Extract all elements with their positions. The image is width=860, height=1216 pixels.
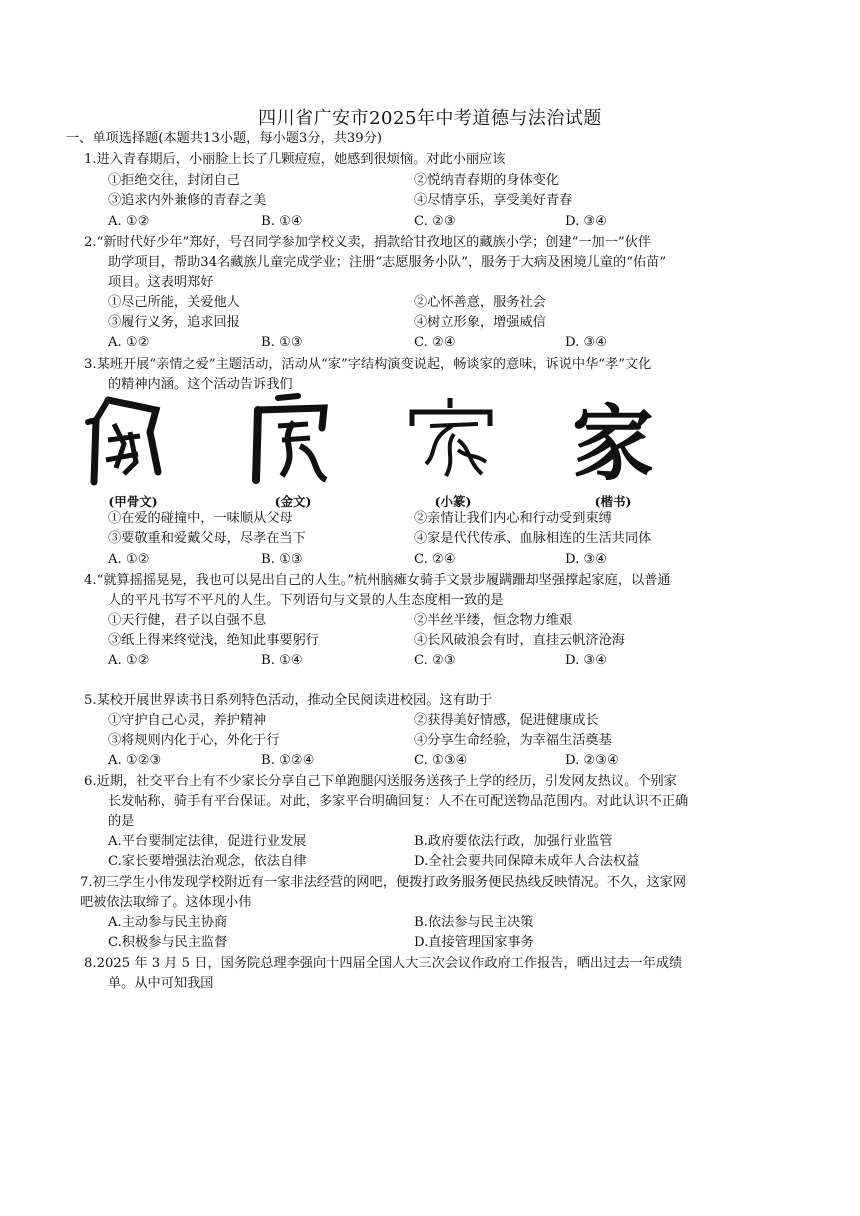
caption-bronze: (金文)	[274, 494, 312, 509]
page-title: 四川省广安市2025年中考道德与法治试题	[258, 108, 602, 129]
q5-option-c: C. ①③④	[414, 753, 468, 768]
q2-line-1: 2.“新时代好少年”郑好，号召同学参加学校义卖，捐款给甘孜地区的藏族小学；创建“一加一”伙伴	[84, 235, 652, 250]
q4-line-1: 4.“就算摇摇晃晃，我也可以晃出自己的人生。”杭州脑瘫女骑手文景步履蹒跚却坚强撑起家庭，以普通	[84, 573, 671, 588]
q3-line-1: 3.某班开展“亲情之爱”主题活动，活动从“家”字结构演变说起，畅谈家的意味，诉说中华“孝”文化	[84, 357, 652, 372]
q3-option-a: A. ①②	[108, 552, 150, 567]
q4-option-b: B. ①④	[261, 653, 303, 668]
q1-option-d: D. ③④	[565, 214, 608, 229]
q3-statement-3: ③要敬重和爱戴父母，尽孝在当下	[108, 531, 306, 546]
q4-line-2: 人的平凡书写不平凡的人生。下列语句与文景的人生态度相一致的是	[108, 593, 504, 608]
q2-option-d: D. ③④	[565, 335, 608, 350]
q7-option-b: B.依法参与民主决策	[414, 915, 534, 930]
q2-option-b: B. ①③	[261, 335, 303, 350]
caption-oracle-bone: (甲骨文)	[108, 494, 158, 509]
q1-option-b: B. ①④	[261, 214, 303, 229]
q5-option-a: A. ①②③	[108, 753, 162, 768]
q5-stem: 5.某校开展世界读书日系列特色活动，推动全民阅读进校园。这有助于	[84, 693, 493, 708]
q5-option-d: D. ②③④	[565, 753, 619, 768]
q1-option-c: C. ②③	[414, 214, 456, 229]
small-seal-jia-glyph	[398, 392, 508, 510]
q5-option-b: B. ①②④	[261, 753, 315, 768]
q6-option-b: B.政府要依法行政，加强行业监管	[414, 834, 613, 849]
q3-statement-2: ②亲情让我们内心和行动受到束缚	[414, 511, 612, 526]
regular-script-jia-glyph	[558, 392, 668, 510]
q1-statement-4: ④尽情享乐，享受美好青春	[414, 193, 573, 208]
q5-statement-1: ①守护自己心灵，养护精神	[108, 713, 267, 728]
q2-statement-3: ③履行义务，追求回报	[108, 315, 240, 330]
q3-option-d: D. ③④	[565, 552, 608, 567]
q2-statement-4: ④树立形象，增强威信	[414, 315, 546, 330]
q4-option-c: C. ②③	[414, 653, 456, 668]
q6-line-1: 6.近期，社交平台上有不少家长分享自己下单跑腿闪送服务送孩子上学的经历，引发网友热议。个别家	[84, 774, 677, 789]
q1-option-a: A. ①②	[108, 214, 150, 229]
q4-statement-3: ③纸上得来终觉浅，绝知此事要躬行	[108, 633, 319, 648]
q5-statement-4: ④分享生命经验，为幸福生活奠基	[414, 733, 612, 748]
q7-line-2: 吧被依法取缔了。这体现小伟	[80, 895, 252, 910]
q2-statement-2: ②心怀善意，服务社会	[414, 295, 546, 310]
q6-line-3: 的是	[108, 814, 135, 829]
q3-statement-4: ④家是代代传承、血脉相连的生活共同体	[414, 531, 652, 546]
jia-character-evolution-figure	[78, 392, 698, 510]
q2-option-a: A. ①②	[108, 335, 150, 350]
q6-option-d: D.全社会要共同保障未成年人合法权益	[414, 854, 640, 869]
caption-regular-script: (楷书)	[594, 494, 632, 509]
q6-option-c: C.家长要增强法治观念，依法自律	[108, 854, 307, 869]
q8-line-1: 8.2025 年 3 月 5 日，国务院总理李强向十四届全国人大三次会议作政府工作报告，晒出过去一年成绩	[84, 956, 683, 971]
q2-option-c: C. ②④	[414, 335, 456, 350]
section-heading: 一、单项选择题(本题共13小题，每小题3分，共39分)	[66, 131, 382, 146]
q4-option-a: A. ①②	[108, 653, 150, 668]
q6-option-a: A.平台要制定法律，促进行业发展	[108, 834, 307, 849]
q4-statement-1: ①天行健，君子以自强不息	[108, 613, 267, 628]
q3-option-c: C. ②④	[414, 552, 456, 567]
q2-line-2: 助学项目，帮助34名藏族儿童完成学业；注册“志愿服务小队”，服务于大病及困境儿童的“佑苗”	[108, 255, 667, 270]
q3-line-2: 的精神内涵。这个活动告诉我们	[108, 377, 293, 392]
q4-statement-4: ④长风破浪会有时，直挂云帆济沧海	[414, 633, 625, 648]
q3-statement-1: ①在爱的碰撞中，一味顺从父母	[108, 511, 293, 526]
q1-statement-2: ②悦纳青春期的身体变化	[414, 173, 560, 188]
q6-line-2: 长发帖称，骑手有平台保证。对此，多家平台明确回复：人不在可配送物品范围内。对此认识不正确	[108, 794, 689, 809]
bronze-jia-glyph	[238, 392, 348, 510]
q7-option-a: A.主动参与民主协商	[108, 915, 228, 930]
caption-small-seal: (小篆)	[434, 494, 472, 509]
q7-option-d: D.直接管理国家事务	[414, 935, 534, 950]
q1-stem: 1.进入青春期后，小丽脸上长了几颗痘痘，她感到很烦恼。对此小丽应该	[84, 152, 506, 167]
q1-statement-1: ①拒绝交往，封闭自己	[108, 173, 240, 188]
q7-line-1: 7.初三学生小伟发现学校附近有一家非法经营的网吧，便拨打政务服务便民热线反映情况。不久，这家网	[80, 875, 687, 890]
q5-statement-2: ②获得美好情感，促进健康成长	[414, 713, 599, 728]
q7-option-c: C.积极参与民主监督	[108, 935, 228, 950]
q8-line-2: 单。从中可知我国	[108, 976, 214, 991]
q4-option-d: D. ③④	[565, 653, 608, 668]
q1-statement-3: ③追求内外兼修的青春之美	[108, 193, 267, 208]
kaishu-jia-char: 家	[571, 396, 655, 488]
q5-statement-3: ③将规则内化于心，外化于行	[108, 733, 280, 748]
q2-line-3: 项目。这表明郑好	[108, 275, 214, 290]
q3-option-b: B. ①③	[261, 552, 303, 567]
oracle-bone-jia-glyph	[78, 392, 188, 510]
q2-statement-1: ①尽己所能，关爱他人	[108, 295, 240, 310]
q4-statement-2: ②半丝半缕，恒念物力维艰	[414, 613, 573, 628]
